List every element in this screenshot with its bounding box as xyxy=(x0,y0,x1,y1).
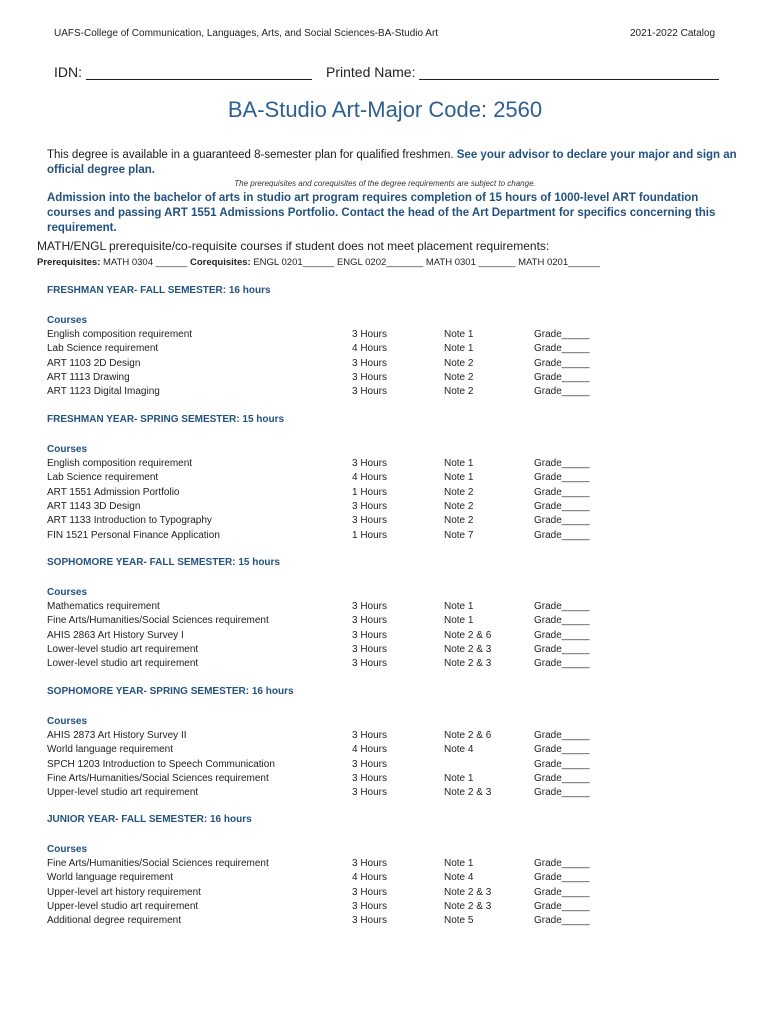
course-row xyxy=(0,773,770,787)
course-hours: 3 Hours xyxy=(352,357,388,369)
catalog-year: 2021-2022 Catalog xyxy=(630,28,716,39)
course-name: FIN 1521 Personal Finance Application xyxy=(47,529,220,541)
course-note: Note 2 xyxy=(444,357,474,369)
grade-blank[interactable]: Grade_____ xyxy=(534,601,590,612)
grade-blank[interactable]: Grade_____ xyxy=(534,329,590,340)
course-name: Upper-level art history requirement xyxy=(47,886,201,898)
course-name: Lab Science requirement xyxy=(47,343,159,355)
course-note: Note 4 xyxy=(444,744,474,756)
course-row xyxy=(0,730,770,744)
intro-plain-text: This degree is available in a guaranteed 8-semester plan for qualified freshmen. xyxy=(47,149,457,161)
courses-label: Courses xyxy=(47,844,88,855)
course-row xyxy=(0,644,770,658)
course-hours: 3 Hours xyxy=(352,858,388,869)
course-note: Note 2 xyxy=(444,515,474,527)
course-hours: 3 Hours xyxy=(352,915,388,927)
course-note: Note 1 xyxy=(444,329,474,340)
course-note: Note 2 & 3 xyxy=(444,787,492,799)
grade-blank[interactable]: Grade_____ xyxy=(534,730,590,741)
course-row xyxy=(0,487,770,501)
grade-blank[interactable]: Grade_____ xyxy=(534,500,590,512)
courses-label: Courses xyxy=(47,716,88,727)
grade-blank[interactable]: Grade_____ xyxy=(534,629,590,641)
idn-blank-line[interactable] xyxy=(86,65,312,80)
grade-blank[interactable]: Grade_____ xyxy=(534,515,590,527)
grade-blank[interactable]: Grade_____ xyxy=(534,529,590,541)
course-name: Fine Arts/Humanities/Social Sciences requirement xyxy=(47,858,269,869)
grade-blank[interactable]: Grade_____ xyxy=(534,472,590,484)
course-hours: 3 Hours xyxy=(352,458,388,469)
course-hours: 3 Hours xyxy=(352,500,388,512)
math-engl-heading: MATH/ENGL prerequisite/co-requisite courses if student does not meet placement requirements: xyxy=(37,239,550,253)
course-note: Note 2 & 6 xyxy=(444,730,492,741)
grade-blank[interactable]: Grade_____ xyxy=(534,772,590,784)
courses-label: Courses xyxy=(47,315,88,326)
course-name: World language requirement xyxy=(47,872,174,884)
course-hours: 4 Hours xyxy=(352,472,388,484)
course-row xyxy=(0,458,770,472)
course-hours: 3 Hours xyxy=(352,772,388,784)
prereq-change-note: The prerequisites and corequisites of the degree requirements are subject to change. xyxy=(234,179,536,188)
course-name: ART 1133 Introduction to Typography xyxy=(47,515,212,527)
course-hours: 3 Hours xyxy=(352,758,388,770)
course-note: Note 2 xyxy=(444,500,474,512)
course-row xyxy=(0,329,770,343)
course-hours: 1 Hours xyxy=(352,529,388,541)
course-row xyxy=(0,887,770,901)
course-row xyxy=(0,358,770,372)
course-name: ART 1113 Drawing xyxy=(47,371,130,383)
course-name: World language requirement xyxy=(47,744,174,756)
semester-title: FRESHMAN YEAR- FALL SEMESTER: 16 hours xyxy=(47,285,271,296)
course-note: Note 2 & 3 xyxy=(444,886,492,898)
course-note: Note 2 & 3 xyxy=(444,658,492,670)
prereq-label: Prerequisites: xyxy=(37,257,101,268)
course-note: Note 2 & 6 xyxy=(444,629,492,641)
course-note: Note 5 xyxy=(444,915,474,927)
course-name: Lower-level studio art requirement xyxy=(47,643,199,655)
course-hours: 4 Hours xyxy=(352,872,388,884)
course-row xyxy=(0,472,770,486)
course-hours: 3 Hours xyxy=(352,515,388,527)
course-row xyxy=(0,515,770,529)
grade-blank[interactable]: Grade_____ xyxy=(534,858,590,869)
course-note: Note 7 xyxy=(444,529,474,541)
grade-blank[interactable]: Grade_____ xyxy=(534,371,590,383)
course-hours: 3 Hours xyxy=(352,900,388,912)
grade-blank[interactable]: Grade_____ xyxy=(534,886,590,898)
course-note: Note 1 xyxy=(444,601,474,612)
course-row xyxy=(0,386,770,400)
course-note: Note 1 xyxy=(444,858,474,869)
printed-name-label: Printed Name: xyxy=(326,64,416,80)
course-name: Lab Science requirement xyxy=(47,472,159,484)
semester-title: SOPHOMORE YEAR- FALL SEMESTER: 15 hours xyxy=(47,557,280,568)
course-name: Fine Arts/Humanities/Social Sciences requirement xyxy=(47,772,269,784)
grade-blank[interactable]: Grade_____ xyxy=(534,615,590,627)
course-hours: 3 Hours xyxy=(352,730,388,741)
course-name: Mathematics requirement xyxy=(47,601,160,612)
course-note: Note 2 & 3 xyxy=(444,643,492,655)
course-hours: 4 Hours xyxy=(352,343,388,355)
course-note: Note 1 xyxy=(444,772,474,784)
semester-title: SOPHOMORE YEAR- SPRING SEMESTER: 16 hours xyxy=(47,686,294,697)
course-hours: 4 Hours xyxy=(352,744,388,756)
course-row xyxy=(0,601,770,615)
course-note: Note 1 xyxy=(444,458,474,469)
course-name: English composition requirement xyxy=(47,458,193,469)
course-note: Note 1 xyxy=(444,615,474,627)
grade-blank[interactable]: Grade_____ xyxy=(534,386,590,398)
grade-blank[interactable]: Grade_____ xyxy=(534,658,590,670)
grade-blank[interactable]: Grade_____ xyxy=(534,900,590,912)
prereq-value: MATH 0304 ______ xyxy=(100,257,190,268)
course-row xyxy=(0,872,770,886)
course-row xyxy=(0,901,770,915)
course-hours: 3 Hours xyxy=(352,371,388,383)
grade-blank[interactable]: Grade_____ xyxy=(534,758,590,770)
course-row xyxy=(0,744,770,758)
course-row xyxy=(0,658,770,672)
grade-blank[interactable]: Grade_____ xyxy=(534,357,590,369)
course-row xyxy=(0,787,770,801)
printed-name-blank-line[interactable] xyxy=(419,65,719,80)
course-name: Upper-level studio art requirement xyxy=(47,900,199,912)
course-name: ART 1103 2D Design xyxy=(47,357,141,369)
grade-blank[interactable]: Grade_____ xyxy=(534,915,590,927)
grade-blank[interactable]: Grade_____ xyxy=(534,872,590,884)
idn-field[interactable] xyxy=(54,64,312,80)
course-hours: 1 Hours xyxy=(352,486,388,498)
course-name: SPCH 1203 Introduction to Speech Communication xyxy=(47,758,275,770)
grade-blank[interactable]: Grade_____ xyxy=(534,458,590,469)
course-hours: 3 Hours xyxy=(352,386,388,398)
course-hours: 3 Hours xyxy=(352,615,388,627)
course-note: Note 1 xyxy=(444,472,474,484)
grade-blank[interactable]: Grade_____ xyxy=(534,486,590,498)
course-note: Note 4 xyxy=(444,872,474,884)
course-name: Lower-level studio art requirement xyxy=(47,658,199,670)
grade-blank[interactable]: Grade_____ xyxy=(534,787,590,799)
course-name: AHIS 2863 Art History Survey I xyxy=(47,629,184,641)
page-header-left: UAFS-College of Communication, Languages, Arts, and Social Sciences-BA-Studio Art xyxy=(54,28,439,39)
page-title: BA-Studio Art-Major Code: 2560 xyxy=(227,97,543,122)
grade-blank[interactable]: Grade_____ xyxy=(534,643,590,655)
intro-advisor-text: See your advisor to declare your major and sign an official degree plan. xyxy=(47,149,737,176)
courses-label: Courses xyxy=(47,587,88,598)
course-row xyxy=(0,530,770,544)
course-row xyxy=(0,501,770,515)
course-hours: 3 Hours xyxy=(352,787,388,799)
grade-blank[interactable]: Grade_____ xyxy=(534,343,590,355)
coreq-label: Corequisites: xyxy=(189,257,251,268)
course-name: English composition requirement xyxy=(47,329,193,340)
course-note: Note 2 xyxy=(444,386,474,398)
course-name: ART 1143 3D Design xyxy=(47,500,141,512)
semester-title: FRESHMAN YEAR- SPRING SEMESTER: 15 hours xyxy=(47,414,285,425)
course-hours: 3 Hours xyxy=(352,601,388,612)
course-name: ART 1123 Digital Imaging xyxy=(47,386,160,398)
course-name: ART 1551 Admission Portfolio xyxy=(47,486,180,498)
course-row xyxy=(0,759,770,773)
course-hours: 3 Hours xyxy=(352,886,388,898)
course-hours: 3 Hours xyxy=(352,658,388,670)
course-row xyxy=(0,615,770,629)
semester-title: JUNIOR YEAR- FALL SEMESTER: 16 hours xyxy=(47,814,252,825)
printed-name-field[interactable] xyxy=(326,64,719,80)
course-note: Note 2 xyxy=(444,371,474,383)
course-row xyxy=(0,915,770,929)
course-hours: 3 Hours xyxy=(352,629,388,641)
course-name: Fine Arts/Humanities/Social Sciences requirement xyxy=(47,615,269,627)
intro-paragraph xyxy=(47,148,737,178)
course-note: Note 1 xyxy=(444,343,474,355)
course-name: Upper-level studio art requirement xyxy=(47,787,199,799)
idn-label: IDN: xyxy=(54,64,82,80)
course-hours: 3 Hours xyxy=(352,329,388,340)
prereq-line xyxy=(37,257,600,268)
course-row xyxy=(0,630,770,644)
course-row xyxy=(0,858,770,872)
course-row xyxy=(0,343,770,357)
course-note: Note 2 & 3 xyxy=(444,900,492,912)
course-name: Additional degree requirement xyxy=(47,915,181,927)
grade-blank[interactable]: Grade_____ xyxy=(534,744,590,756)
coreq-value: ENGL 0201______ ENGL 0202_______ MATH 0301 _______ MATH 0201______ xyxy=(250,257,600,268)
course-note: Note 2 xyxy=(444,486,474,498)
course-name: AHIS 2873 Art History Survey II xyxy=(47,730,187,741)
course-hours: 3 Hours xyxy=(352,643,388,655)
admission-paragraph: Admission into the bachelor of arts in studio art program requires completion of 15 hours of 1000-level ART foundation courses and passing ART 1551 Admissions Portfolio. Contact the head of the Art Department for specifics concerning this requirement. xyxy=(47,192,716,234)
courses-label: Courses xyxy=(47,444,88,455)
course-row xyxy=(0,372,770,386)
